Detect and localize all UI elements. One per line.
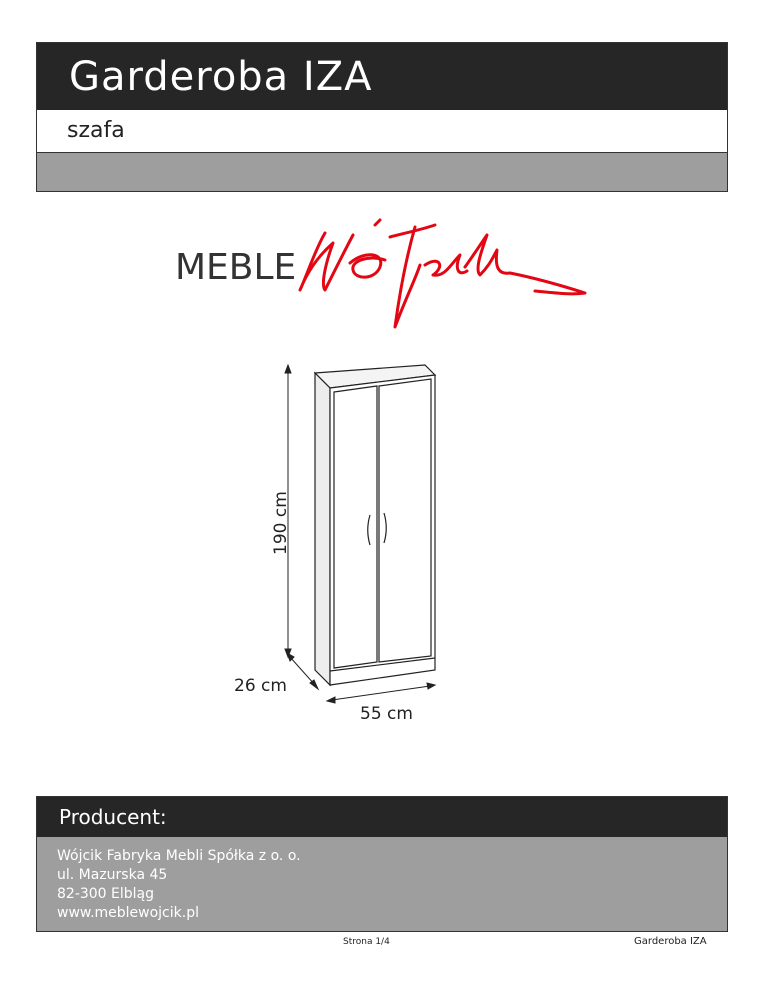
subtitle-row: [37, 110, 727, 153]
signature-logo: [175, 205, 595, 335]
height-label: 190 cm: [271, 491, 291, 555]
producer-body: [37, 837, 727, 931]
wardrobe-front: [330, 375, 435, 685]
producer-heading: Producent:: [59, 805, 167, 829]
footer-doc-name: Garderoba IZA: [634, 936, 707, 947]
brand-logo: [175, 205, 595, 335]
width-label: 55 cm: [360, 704, 413, 724]
producer-website: www.meblewojcik.pl: [57, 905, 199, 921]
depth-label: 26 cm: [234, 676, 287, 696]
title-bar: [37, 43, 727, 110]
furniture-drawing: [220, 355, 480, 735]
page-subtitle: szafa: [67, 118, 125, 143]
producer-company: Wójcik Fabryka Mebli Spółka z o. o.: [57, 848, 301, 864]
grey-band: [37, 153, 727, 191]
wardrobe-side: [315, 373, 330, 685]
producer-block: [36, 796, 728, 932]
page-number: Strona 1/4: [343, 937, 390, 947]
header-block: [36, 42, 728, 192]
producer-city: 82-300 Elbląg: [57, 886, 155, 902]
logo-brand-text: MEBLE: [175, 247, 297, 288]
wardrobe-diagram: [220, 355, 480, 735]
producer-address: [57, 847, 301, 923]
producer-bar: [37, 797, 727, 837]
producer-street: ul. Mazurska 45: [57, 867, 168, 883]
page-title: Garderoba IZA: [69, 54, 373, 100]
